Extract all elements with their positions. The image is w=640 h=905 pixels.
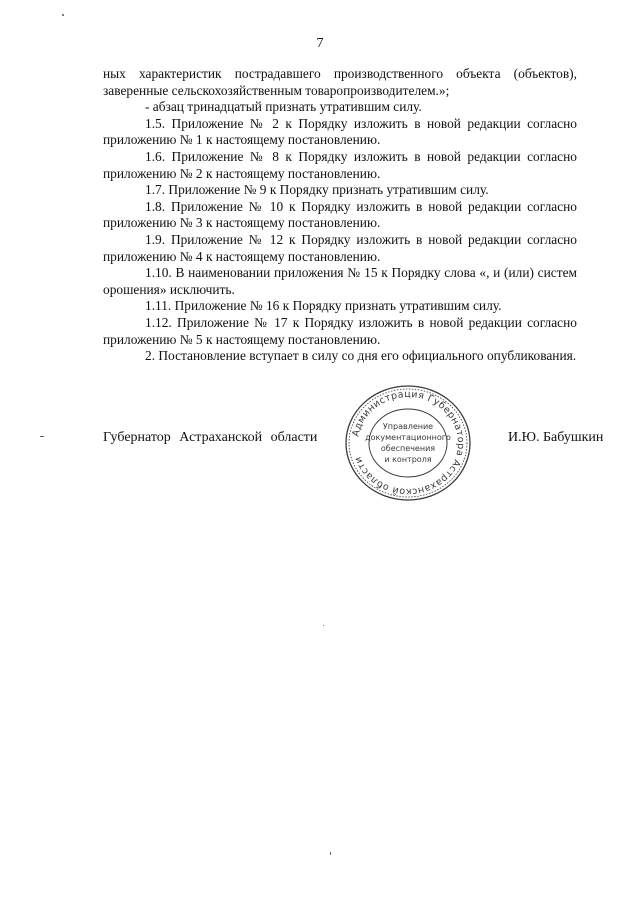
paragraph: ных характеристик пострадавшего производственного объекта (объектов), заверенные сельскохозяйственным товаропроизводителем.»;: [103, 66, 577, 98]
paragraph: 1.8. Приложение № 10 к Порядку изложить в новой редакции согласно приложению № 3 к настоящему постановлению.: [103, 198, 577, 231]
svg-text:Администрация Губернатора Астр: [350, 389, 466, 497]
paragraph: 1.6. Приложение № 8 к Порядку изложить в новой редакции согласно приложению № 2 к настоящему постановлению.: [103, 148, 577, 181]
scan-speck: [40, 436, 44, 437]
paragraph: 1.9. Приложение № 12 к Порядку изложить в новой редакции согласно приложению № 4 к настоящему постановлению.: [103, 231, 577, 264]
official-seal: [330, 382, 486, 504]
seal-outer-ring: [346, 386, 470, 500]
scan-speck: [62, 14, 64, 16]
paragraph: 1.11. Приложение № 16 к Порядку признать утратившим силу.: [145, 298, 502, 314]
paragraph: 1.10. В наименовании приложения № 15 к Порядку слова «, и (или) систем орошения» исключить.: [103, 265, 577, 297]
paragraph: - абзац тринадцатый признать утратившим силу.: [145, 99, 422, 115]
signatory-name: И.Ю. Бабушкин: [508, 430, 604, 445]
page-number: 7: [316, 36, 324, 51]
paragraph: 1.5. Приложение № 2 к Порядку изложить в новой редакции согласно приложению № 1 к настоящему постановлению.: [103, 115, 577, 148]
paragraph: 1.12. Приложение № 17 к Порядку изложить в новой редакции согласно приложению № 5 к настоящему постановлению.: [103, 314, 577, 347]
paragraph: 1.7. Приложение № 9 к Порядку признать утратившим силу.: [145, 182, 489, 198]
seal-inner-line: Управление: [382, 422, 434, 431]
document-body: [103, 66, 577, 365]
seal-ring-text: Администрация Губернатора Астраханской области: [350, 388, 467, 498]
seal-inner-line: и контроля: [384, 455, 432, 464]
signatory-title: Губернатор Астраханской области: [103, 430, 318, 445]
seal-inner-ring: [369, 409, 447, 477]
seal-inner-line: обеспечения: [380, 444, 436, 453]
paragraph: 2. Постановление вступает в силу со дня его официального опубликования.: [145, 348, 577, 364]
seal-inner-line: документационного: [365, 433, 451, 442]
scan-speck: [323, 625, 324, 626]
scan-speck: [330, 852, 331, 855]
